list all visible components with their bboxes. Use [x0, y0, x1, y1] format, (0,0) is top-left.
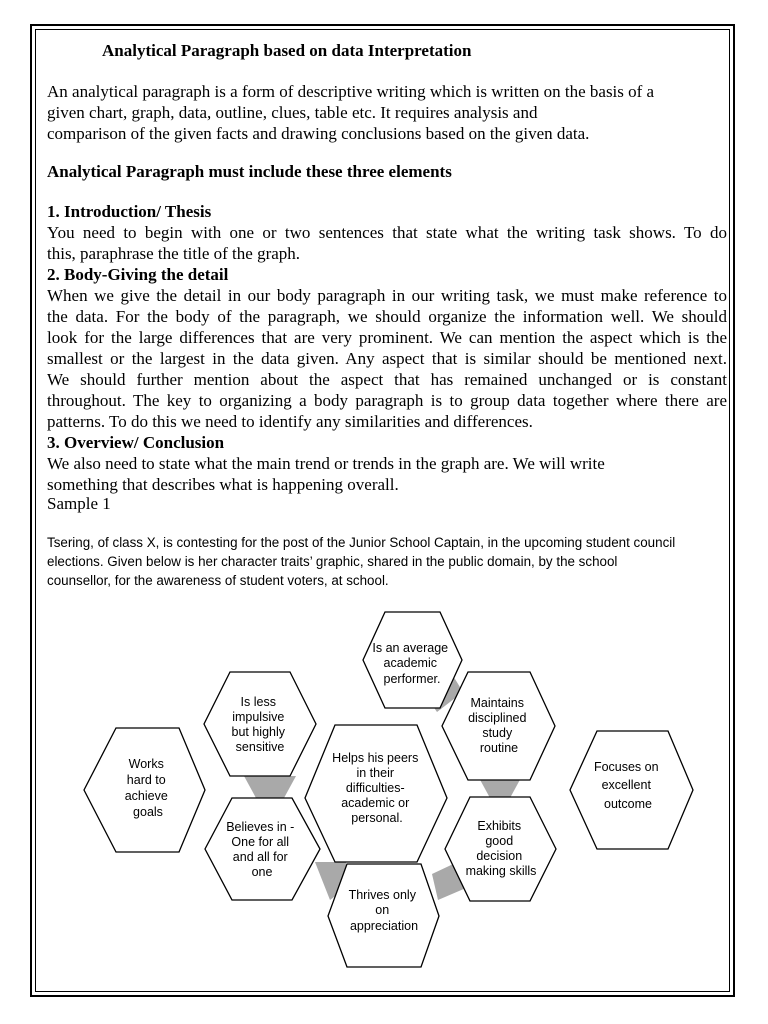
document-title: Analytical Paragraph based on data Interpretation — [102, 41, 472, 60]
hex-lower-left — [205, 798, 320, 900]
prompt-line: Tsering, of class X, is contesting for the post of the Junior School Captain, in the upcoming student council — [47, 535, 676, 550]
hex-far-left-text: Works hard to achieve goals — [124, 757, 168, 819]
body-line: throughout. The key to organizing a body paragraph is to group data together where there are — [47, 391, 727, 410]
sample-prompt — [47, 533, 737, 590]
body-line: look for the large differences that are very prominent. We can mention the aspect which is the — [47, 328, 727, 347]
body-line: the data. For the body of the paragraph, we should organize the information well. We should — [47, 307, 727, 326]
intro-paragraph — [47, 81, 727, 144]
hex-lower-left-text: Believes in - One for all and all for one — [226, 820, 295, 879]
hex-lower-right-text: Exhibits good decision making skills — [465, 819, 537, 878]
section-introduction — [47, 201, 727, 495]
hex-center-text: Helps his peers in their difficulties- academic or personal. — [332, 751, 419, 825]
hex-far-right-text: Focuses on excellent outcome — [593, 760, 659, 811]
body-line: something that describes what is happening overall. — [47, 475, 399, 494]
prompt-line: elections. Given below is her character traits’ graphic, shared in the public domain, by the school — [47, 554, 618, 569]
body-line: patterns. To do this we need to identify any similarities and differences. — [47, 412, 533, 431]
hex-upper-left-text: Is less impulsive but highly sensitive — [231, 695, 286, 754]
body-line: We should further mention about the aspect that has remained unchanged or is constant — [47, 370, 727, 389]
section-heading: 2. Body-Giving the detail — [47, 265, 229, 284]
body-line: When we give the detail in our body paragraph in our writing task, we must make reference to — [47, 286, 727, 305]
body-line: this, paraphrase the title of the graph. — [47, 244, 301, 263]
body-line: smallest or the largest in the data given. Any aspect that is similar should be mentioned next. — [47, 349, 727, 368]
hex-top-text: Is an average academic performer. — [372, 641, 449, 686]
hex-bottom-text: Thrives only on appreciation — [348, 888, 419, 933]
body-line: We also need to state what the main trend or trends in the graph are. We will write — [47, 454, 605, 473]
prompt-line: counsellor, for the awareness of student voters, at school. — [47, 573, 389, 588]
intro-line: An analytical paragraph is a form of descriptive writing which is written on the basis of a — [47, 82, 655, 101]
sample-label: Sample 1 — [47, 494, 111, 513]
body-line: You need to begin with one or two sentences that state what the writing task shows. To do — [47, 223, 727, 242]
connector-band — [244, 776, 296, 798]
hex-upper-left — [204, 672, 316, 776]
intro-line: given chart, graph, data, outline, clues, table etc. It requires analysis and — [47, 103, 538, 122]
character-traits-diagram — [0, 600, 768, 980]
elements-heading: Analytical Paragraph must include these three elements — [47, 162, 452, 181]
section-heading: 3. Overview/ Conclusion — [47, 433, 225, 452]
intro-line: comparison of the given facts and drawing conclusions based on the given data. — [47, 124, 590, 143]
section-heading: 1. Introduction/ Thesis — [47, 202, 212, 221]
hex-upper-right-text: Maintains disciplined study routine — [468, 696, 527, 755]
